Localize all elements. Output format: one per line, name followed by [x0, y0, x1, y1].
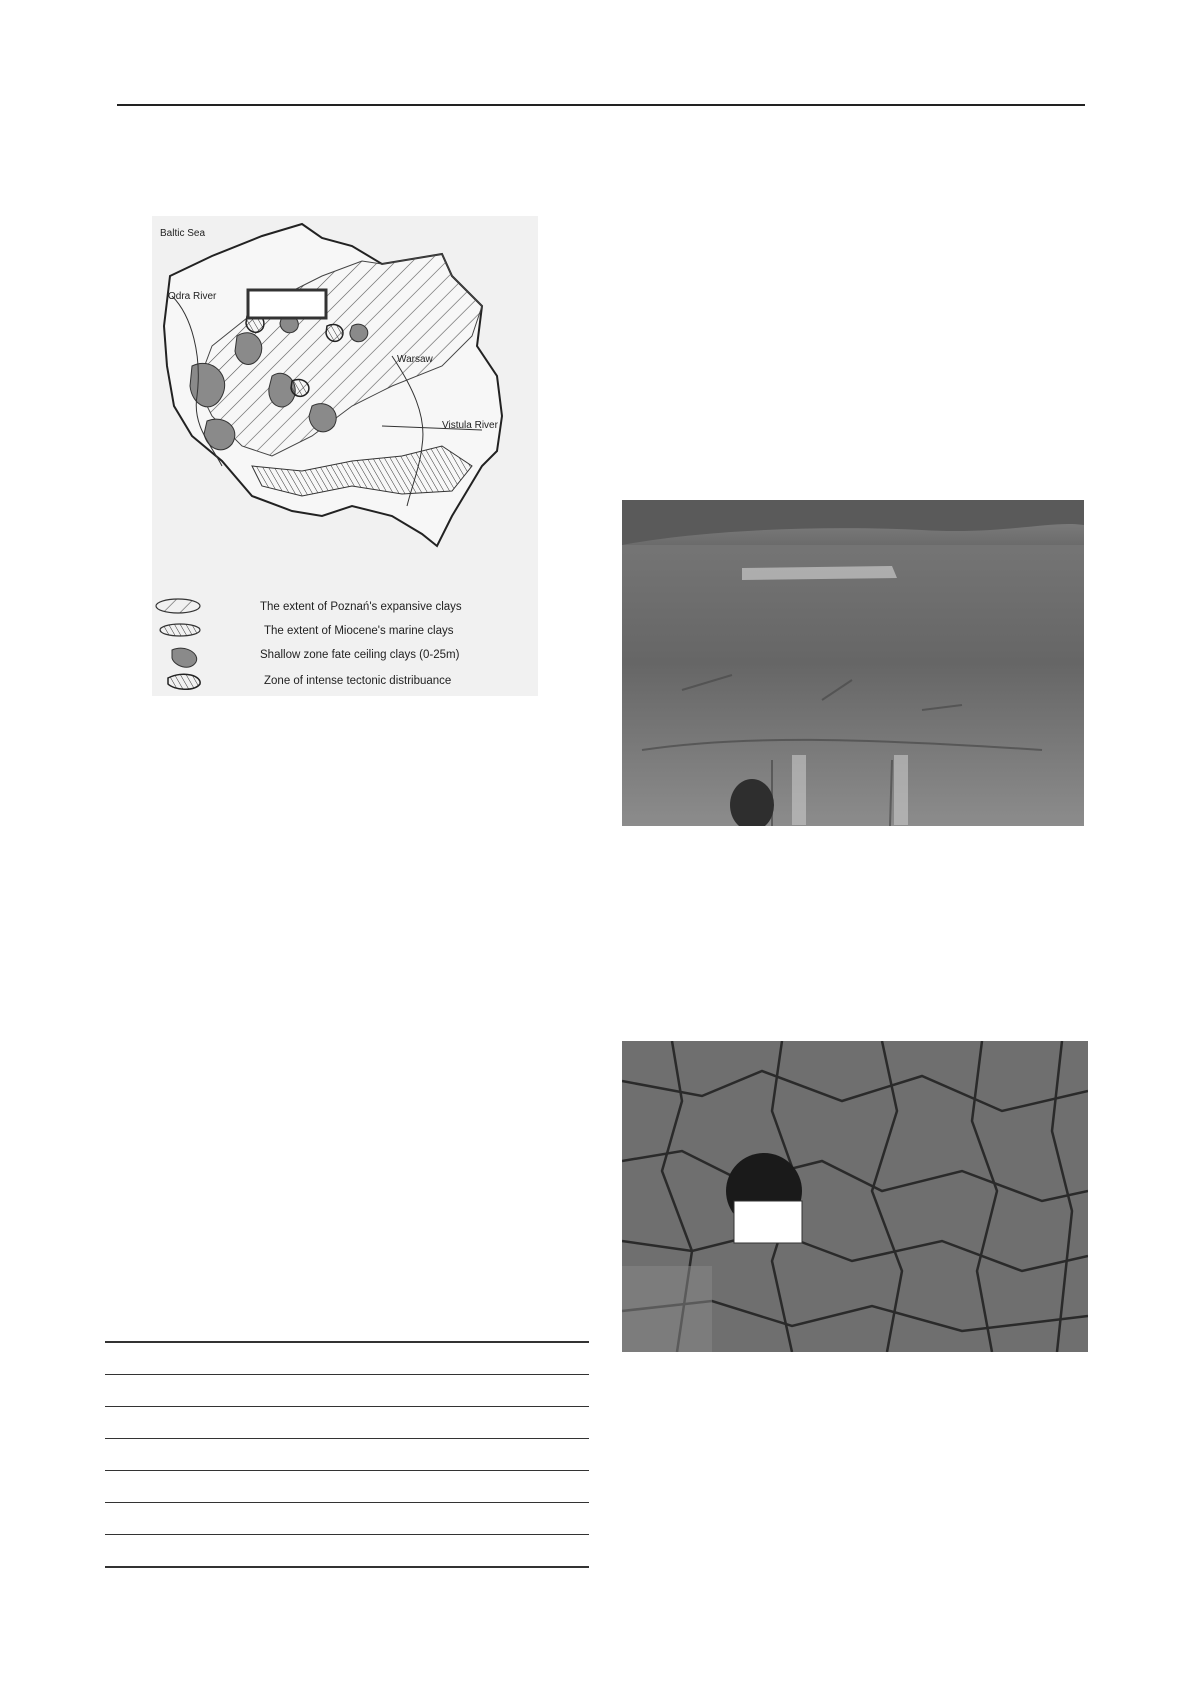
table-row-rule [105, 1502, 589, 1503]
field-photo-cracked-clay [622, 1041, 1088, 1352]
label-warsaw: Warsaw [397, 354, 433, 365]
table-bottom-rule [105, 1566, 589, 1568]
field-photo-clay-surface [622, 500, 1084, 826]
map-label-box [248, 290, 326, 318]
table-row-rule [105, 1374, 589, 1375]
legend-swatch-poznan [156, 599, 200, 613]
photo-label-box [734, 1201, 802, 1243]
legend-item-shallow: Shallow zone fate ceiling clays (0-25m) [260, 649, 460, 661]
legend-item-poznan: The extent of Poznań's expansive clays [260, 601, 462, 613]
table-row-rule [105, 1470, 589, 1471]
label-baltic-sea: Baltic Sea [160, 228, 206, 239]
poland-clay-map-figure [152, 216, 538, 696]
table-top-rule [105, 1341, 589, 1343]
poland-map-svg [152, 216, 538, 696]
legend-swatch-miocene [160, 624, 200, 636]
header-rule [117, 104, 1085, 106]
table-row-rule [105, 1438, 589, 1439]
table-row-rule [105, 1534, 589, 1535]
legend-item-tectonic: Zone of intense tectonic distribuance [264, 675, 452, 687]
legend-item-miocene: The extent of Miocene's marine clays [264, 625, 454, 637]
label-vistula-river: Vistula River [442, 420, 498, 431]
label-odra-river: Odra River [168, 291, 217, 302]
table-row-rule [105, 1406, 589, 1407]
legend-swatch-tectonic [168, 674, 200, 689]
